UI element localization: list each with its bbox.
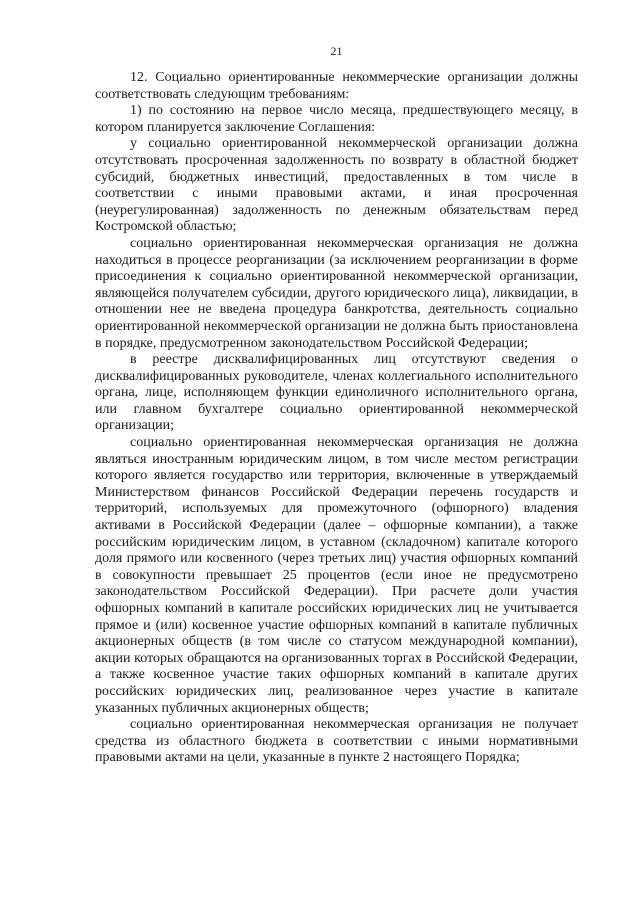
paragraph-no-debt: у социально ориентированной некоммерческой организации должна отсутствовать просроченная задолженность по возврату в областной бюджет субсидий, бюджетных инвестиций, предоставленных в том числе в соответствии с иными правовыми актами, и иная просроченная (неурегулированная) задолженность по денежным обязательствам перед Костромской областью; <box>95 136 578 235</box>
page-number: 21 <box>330 44 343 58</box>
paragraph-no-reorganization: социально ориентированная некоммерческая организация не должна находиться в процессе реорганизации (за исключением реорганизации в форме присоединения к социально ориентированной некоммерческой организации, являющейся получателем субсидии, другого юридического лица), ликвидации, в отношении нее не введена процедура банкротства, деятельность социально ориентированной некоммерческой организации не должна быть приостановлена в порядке, предусмотренном законодательством Российской Федерации; <box>95 235 578 351</box>
paragraph-subitem-1: 1) по состоянию на первое число месяца, предшествующего месяцу, в котором планируется заключение Соглашения: <box>95 103 578 135</box>
paragraph-offshore: социально ориентированная некоммерческая организация не должна являться иностранным юридическим лицом, в том числе местом регистрации которого является государство или территория, включенные в утверждаемый Министерством финансов Российской Федерации перечень государств и территорий, используемых для промежуточного (офшорного) владения активами в Российской Федерации (далее – офшорные компании), а также российским юридическим лицом, в уставном (складочном) капитале которого доля прямого или косвенного (через третьих лиц) участия офшорных компаний в совокупности превышает 25 процентов (если иное не предусмотрено законодательством Российской Федерации). При расчете доли участия офшорных компаний в капитале российских юридических лиц не учитывается прямое и (или) косвенное участие офшорных компаний в капитале публичных акционерных обществ (в том числе со статусом международной компании), акции которых обращаются на организованных торгах в Российской Федерации, а также косвенное участие таких офшорных компаний в капитале других российских юридических лиц, реализованное через участие в капитале указанных публичных акционерных обществ; <box>95 435 578 716</box>
paragraph-no-other-funds: социально ориентированная некоммерческая организация не получает средства из областного бюджета в соответствии с иными нормативными правовыми актами на цели, указанные в пункте 2 настоящего Порядка; <box>95 717 578 766</box>
paragraph-disqualified-registry: в реестре дисквалифицированных лиц отсутствуют сведения о дисквалифицированных руководителе, членах коллегиального исполнительного органа, лице, исполняющем функции единоличного исполнительного органа, или главном бухгалтере социально ориентированной некоммерческой организации; <box>95 352 578 434</box>
document-body <box>95 70 578 767</box>
paragraph-item-12: 12. Социально ориентированные некоммерческие организации должны соответствовать следующим требованиям: <box>95 70 578 102</box>
